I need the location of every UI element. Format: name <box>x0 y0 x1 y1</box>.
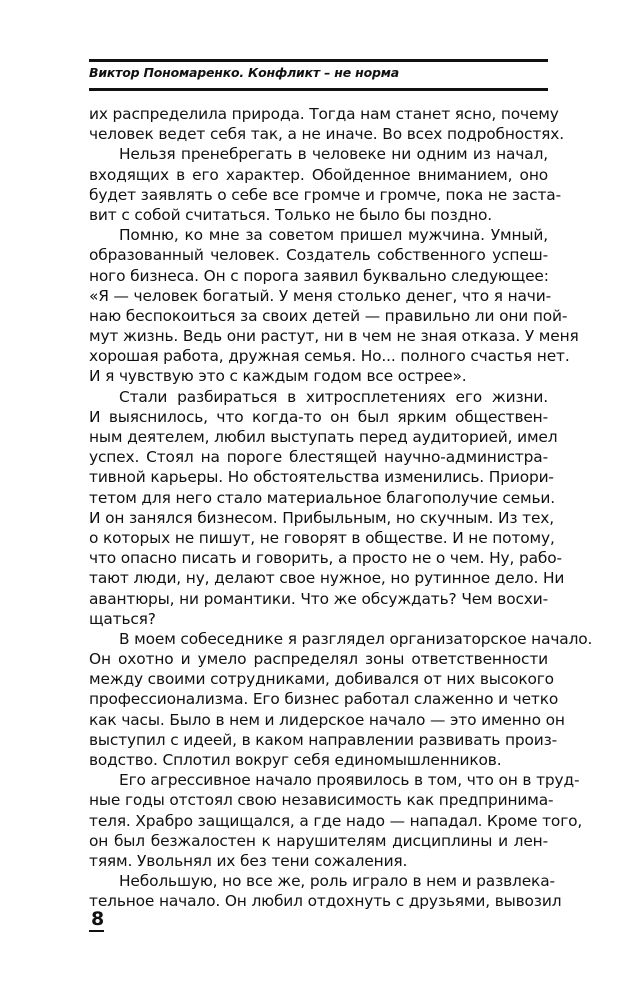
text-line: их распределила природа. Тогда нам станет ясно, почему <box>89 105 559 123</box>
text-line: между своими сотрудниками, добивался от них высокого <box>89 670 554 689</box>
text-line: тивной карьеры. Но обстоятельства изменились. Приори- <box>89 468 554 487</box>
text-line: водство. Сплотил вокруг себя единомышленников. <box>89 751 502 769</box>
text-line: Его агрессивное начало проявилось в том, что он в труд- <box>119 771 580 790</box>
text-line: тетом для него стало материальное благополучие семьи. <box>89 488 556 507</box>
text-line: теля. Храбро защищался, а где надо — нападал. Кроме того, <box>89 811 583 830</box>
text-line: И я чувствую это с каждым годом все острее». <box>89 367 467 386</box>
text-line: он был безжалостен к нарушителям дисциплины и лен- <box>89 831 548 850</box>
text-line: тельное начало. Он любил отдохнуть с друзьями, вывозил <box>89 892 562 911</box>
text-line: И выяснилось, что когда-то он был ярким обществен- <box>89 407 548 426</box>
text-line: будет заявлять о себе все громче и громче, пока не заста- <box>89 185 561 204</box>
text-line: хорошая работа, дружная семья. Но... полного счастья нет. <box>89 347 570 366</box>
running-header <box>89 59 548 91</box>
text-line: образованный человек. Создатель собственного успеш- <box>89 246 548 265</box>
page-number-underline <box>89 930 104 932</box>
text-line: Небольшую, но все же, роль играло в нем и развлека- <box>119 872 555 891</box>
text-line: тяям. Увольнял их без тени сожаления. <box>89 851 408 870</box>
text-line: вит с собой считаться. Только не было бы поздно. <box>89 205 493 224</box>
page-number: 8 <box>91 908 105 930</box>
text-line: Помню, ко мне за советом пришел мужчина. Умный, <box>119 226 548 245</box>
text-line: выступил с идеей, в каком направлении развивать произ- <box>89 730 558 749</box>
text-line: что опасно писать и говорить, а просто не о чем. Ну, рабо- <box>89 549 562 568</box>
text-line: входящих в его характер. Обойденное вниманием, оно <box>89 165 548 184</box>
text-line: щаться? <box>89 609 156 628</box>
text-line: И он занялся бизнесом. Прибыльным, но скучным. Из тех, <box>89 508 555 527</box>
text-line: тают люди, ну, делают свое нужное, но рутинное дело. Ни <box>89 569 565 588</box>
text-line: Нельзя пренебрегать в человеке ни одним из начал, <box>119 145 548 164</box>
text-line: авантюры, ни романтики. Что же обсуждать? Чем восхи- <box>89 589 548 608</box>
text-line: ные годы отстоял свою независимость как предпринима- <box>89 791 554 810</box>
text-line: Он охотно и умело распределял зоны ответственности <box>89 650 548 669</box>
text-line: профессионализма. Его бизнес работал слаженно и четко <box>89 690 559 709</box>
text-line: ным деятелем, любил выступать перед аудиторией, имел <box>89 428 558 446</box>
text-line: мут жизнь. Ведь они растут, ни в чем не зная отказа. У меня <box>89 327 579 346</box>
text-line: В моем собеседнике я разглядел организаторское начало. <box>119 629 593 648</box>
text-line: успех. Стоял на пороге блестящей научно-администра- <box>89 448 548 467</box>
text-line: Стали разбираться в хитросплетениях его жизни. <box>119 387 548 406</box>
body-text <box>89 104 593 912</box>
text-line: ного бизнеса. Он с порога заявил буквально следующее: <box>89 266 549 285</box>
text-line: человек ведет себя так, а не иначе. Во всех подробностях. <box>89 125 564 144</box>
text-line: наю беспокоиться за своих детей — правильно ли они пой- <box>89 306 568 325</box>
text-line: о которых не пишут, не говорят в обществе. И не потому, <box>89 528 555 547</box>
text-line: как часы. Было в нем и лидерское начало — это именно он <box>89 710 565 729</box>
running-title: Виктор Пономаренко. Конфликт – не норма <box>89 65 399 80</box>
text-line: «Я — человек богатый. У меня столько денег, что я начи- <box>89 286 551 305</box>
